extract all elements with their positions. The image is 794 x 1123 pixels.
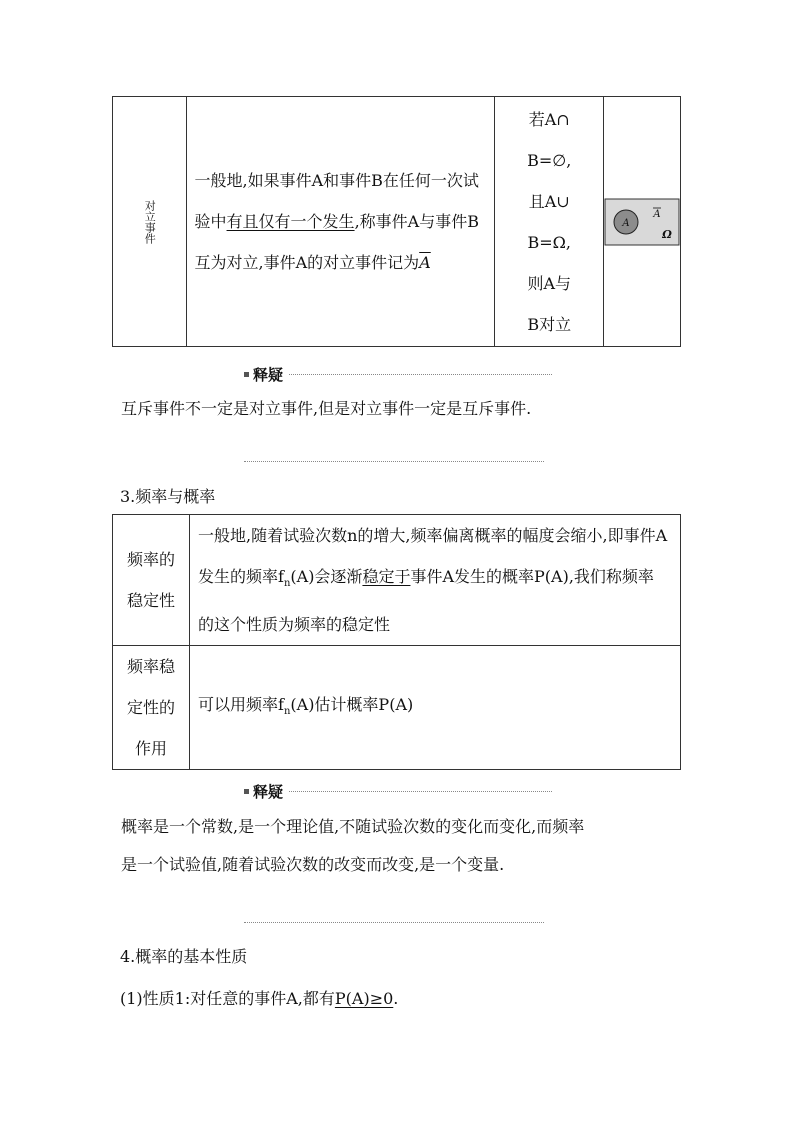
section-3-title: 3.频率与概率	[120, 487, 216, 506]
section-4-title: 4.概率的基本性质	[120, 947, 248, 966]
clarification-line: 概率是一个常数,是一个理论值,不随试验次数的变化而变化,而频率	[121, 817, 585, 836]
role-description-cell	[190, 646, 681, 770]
stability-text-2: (A)会逐渐	[290, 567, 363, 586]
opposite-event-label-cell	[113, 97, 187, 347]
clarification-label: 释疑	[253, 366, 284, 384]
stability-underlined: 稳定于	[362, 567, 411, 586]
definition-text-1: 一般地,如果事件A和事件B在任何一次试验中	[194, 171, 479, 231]
condition-line: 若A∩	[528, 109, 570, 129]
clarification-header-1	[244, 364, 552, 385]
condition-line: 则A与	[527, 273, 572, 293]
dotted-divider	[244, 461, 544, 462]
property-1	[120, 986, 398, 1009]
venn-circle-label: A	[622, 217, 630, 229]
stability-description	[198, 515, 668, 645]
condition-line: B=∅,	[527, 150, 572, 170]
subscript-n: n	[283, 578, 291, 590]
condition-line: 且A∪	[528, 191, 570, 211]
dotted-divider	[289, 374, 552, 375]
clarification-line: 是一个试验值,随着试验次数的改变而改变,是一个变量.	[121, 855, 505, 874]
definition-underlined: 有且仅有一个发生	[226, 212, 355, 231]
subscript-n: n	[283, 705, 291, 717]
opposite-event-definition	[195, 160, 485, 283]
square-bullet-icon	[244, 372, 249, 377]
stability-label-line: 稳定性	[126, 591, 175, 611]
condition-line: B=Ω,	[527, 232, 571, 252]
opposite-event-definition-cell	[186, 97, 495, 347]
frequency-probability-table	[112, 514, 681, 770]
stability-label	[113, 539, 189, 621]
role-label	[113, 646, 189, 769]
role-label-line: 作用	[134, 739, 167, 759]
role-description	[198, 684, 668, 732]
definition-text-2: ,称事件A与事件B互为对立,事件A的对立事件记为	[194, 212, 479, 272]
venn-diagram	[604, 198, 680, 246]
venn-complement-label: A	[653, 208, 661, 220]
property-1-text: (1)性质1:对任意的事件A,都有	[120, 989, 335, 1008]
stability-description-cell	[190, 515, 681, 646]
role-label-cell	[113, 646, 190, 770]
stability-label-cell	[113, 515, 190, 646]
role-text-2: (A)估计概率P(A)	[290, 694, 414, 714]
complement-symbol: $\overline{A}$	[419, 253, 431, 272]
property-1-formula: P(A)≥0	[334, 989, 394, 1008]
role-label-line: 定性的	[126, 698, 175, 718]
role-text-1: 可以用频率f	[198, 694, 284, 714]
condition-line: B对立	[527, 314, 572, 334]
clarification-label: 释疑	[253, 783, 284, 801]
opposite-event-label: 对立事件	[143, 199, 157, 244]
clarification-text-1: 互斥事件不一定是对立事件,但是对立事件一定是互斥事件.	[121, 399, 532, 418]
venn-universe-label: Ω	[662, 227, 672, 241]
stability-text-3: 事件A发生的概率P(A),我们称频率的这个性质为频率的稳定性	[198, 567, 654, 635]
stability-label-line: 频率的	[126, 550, 175, 570]
venn-diagram-cell	[604, 97, 681, 347]
square-bullet-icon	[244, 789, 249, 794]
opposite-event-condition	[495, 99, 603, 345]
role-label-line: 频率稳	[126, 657, 175, 677]
opposite-event-table	[112, 96, 681, 347]
clarification-header-2	[244, 781, 552, 802]
stability-text-1: 一般地,随着试验次数n的增大,频率偏离概率的幅度会缩小,即事件A发生的频率f	[198, 526, 668, 586]
property-1-period: .	[393, 989, 399, 1008]
dotted-divider	[244, 922, 544, 923]
clarification-text-2	[121, 808, 584, 884]
opposite-event-condition-cell	[495, 97, 604, 347]
dotted-divider	[289, 791, 552, 792]
